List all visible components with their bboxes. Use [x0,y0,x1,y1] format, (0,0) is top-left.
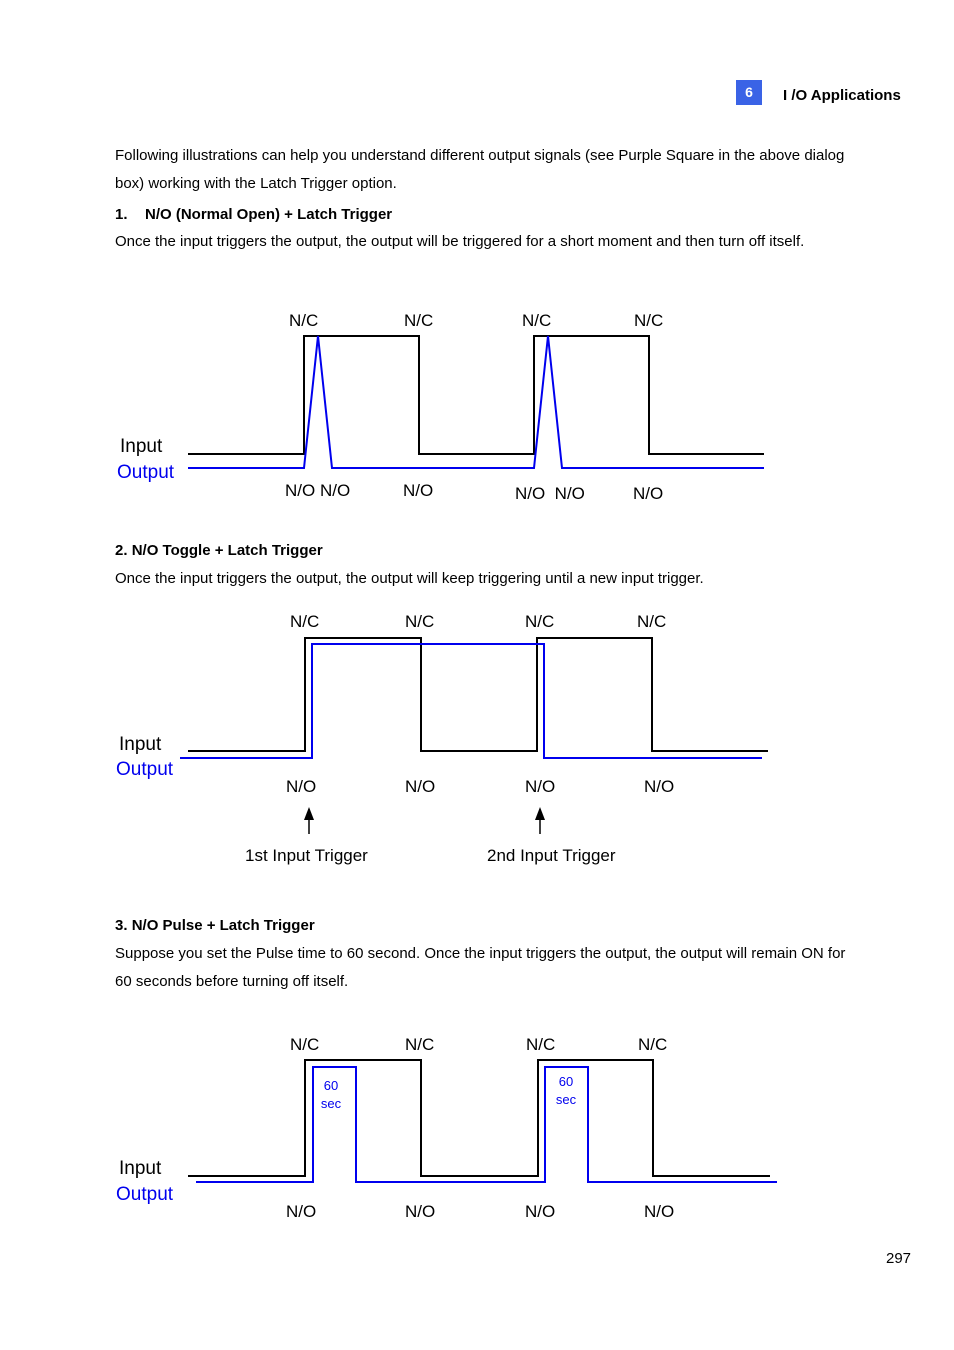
bottom-label: N/O [286,1202,317,1221]
output-label: Output [117,462,175,483]
bottom-label: N/O N/O [515,484,585,503]
bottom-label: N/O [405,1202,436,1221]
input-waveform [188,336,764,454]
top-label: N/C [289,311,319,330]
top-label: N/C [637,612,667,631]
top-label: N/C [634,311,664,330]
top-label: N/C [290,612,320,631]
top-label: N/C [526,1035,556,1054]
bottom-label: N/O [286,777,317,796]
diagram-normal-open [0,300,954,530]
output-waveform [180,644,762,758]
intro-paragraph: Following illustrations can help you understand different output signals (see Purple Square in the above dialog box) working with the Latch Trigger option. [115,147,845,192]
section-3-number: 3. [115,917,128,934]
output-label: Output [116,1184,174,1205]
bottom-label: N/O [644,1202,675,1221]
top-label: N/C [522,311,552,330]
chapter-title: I /O Applications [783,87,901,104]
input-waveform [188,1060,770,1176]
bottom-label: N/O [644,777,675,796]
input-waveform [188,638,768,751]
page-number: 297 [886,1250,912,1267]
up-arrow-icon [535,807,545,834]
section-2-number: 2. [115,542,128,559]
output-waveform [188,336,764,468]
output-waveform [196,1067,777,1182]
diagram-pulse [0,1030,954,1230]
bottom-label: N/O [525,777,556,796]
section-1-heading [115,206,392,223]
section-3-heading [115,917,315,934]
section-1-number: 1. [115,206,128,223]
trigger-label: 2nd Input Trigger [487,846,616,865]
top-label: N/C [404,311,434,330]
section-3-description: Suppose you set the Pulse time to 60 second. Once the input triggers the output, the output will remain ON for 60 seconds before turning off itself. [115,945,846,990]
section-1-title: N/O (Normal Open) + Latch Trigger [145,206,393,223]
section-1-description: Once the input triggers the output, the output will be triggered for a short moment and then turn off itself. [115,233,805,250]
pulse-duration-value: 60 [558,1074,574,1089]
top-label: N/C [638,1035,668,1054]
input-label: Input [119,1158,162,1179]
pulse-duration-value: 60 [323,1078,339,1093]
bottom-label: N/O [525,1202,556,1221]
pulse-duration-unit: sec [555,1092,577,1107]
top-label: N/C [290,1035,320,1054]
top-label: N/C [525,612,555,631]
input-label: Input [120,436,163,457]
trigger-label: 1st Input Trigger [245,846,368,865]
up-arrow-icon [304,807,314,834]
top-label: N/C [405,612,435,631]
section-2-title: N/O Toggle + Latch Trigger [131,542,323,559]
output-label: Output [116,759,174,780]
section-3-title: N/O Pulse + Latch Trigger [131,917,315,934]
diagram-toggle [0,600,954,890]
top-label: N/C [405,1035,435,1054]
bottom-label: N/O N/O [285,481,351,500]
chapter-number-badge: 6 [736,80,762,105]
bottom-label: N/O [633,484,664,503]
bottom-label: N/O [403,481,434,500]
section-2-description: Once the input triggers the output, the output will keep triggering until a new input trigger. [115,570,704,587]
section-2-heading [115,542,323,559]
bottom-label: N/O [405,777,436,796]
input-label: Input [119,734,162,755]
pulse-duration-unit: sec [320,1096,342,1111]
